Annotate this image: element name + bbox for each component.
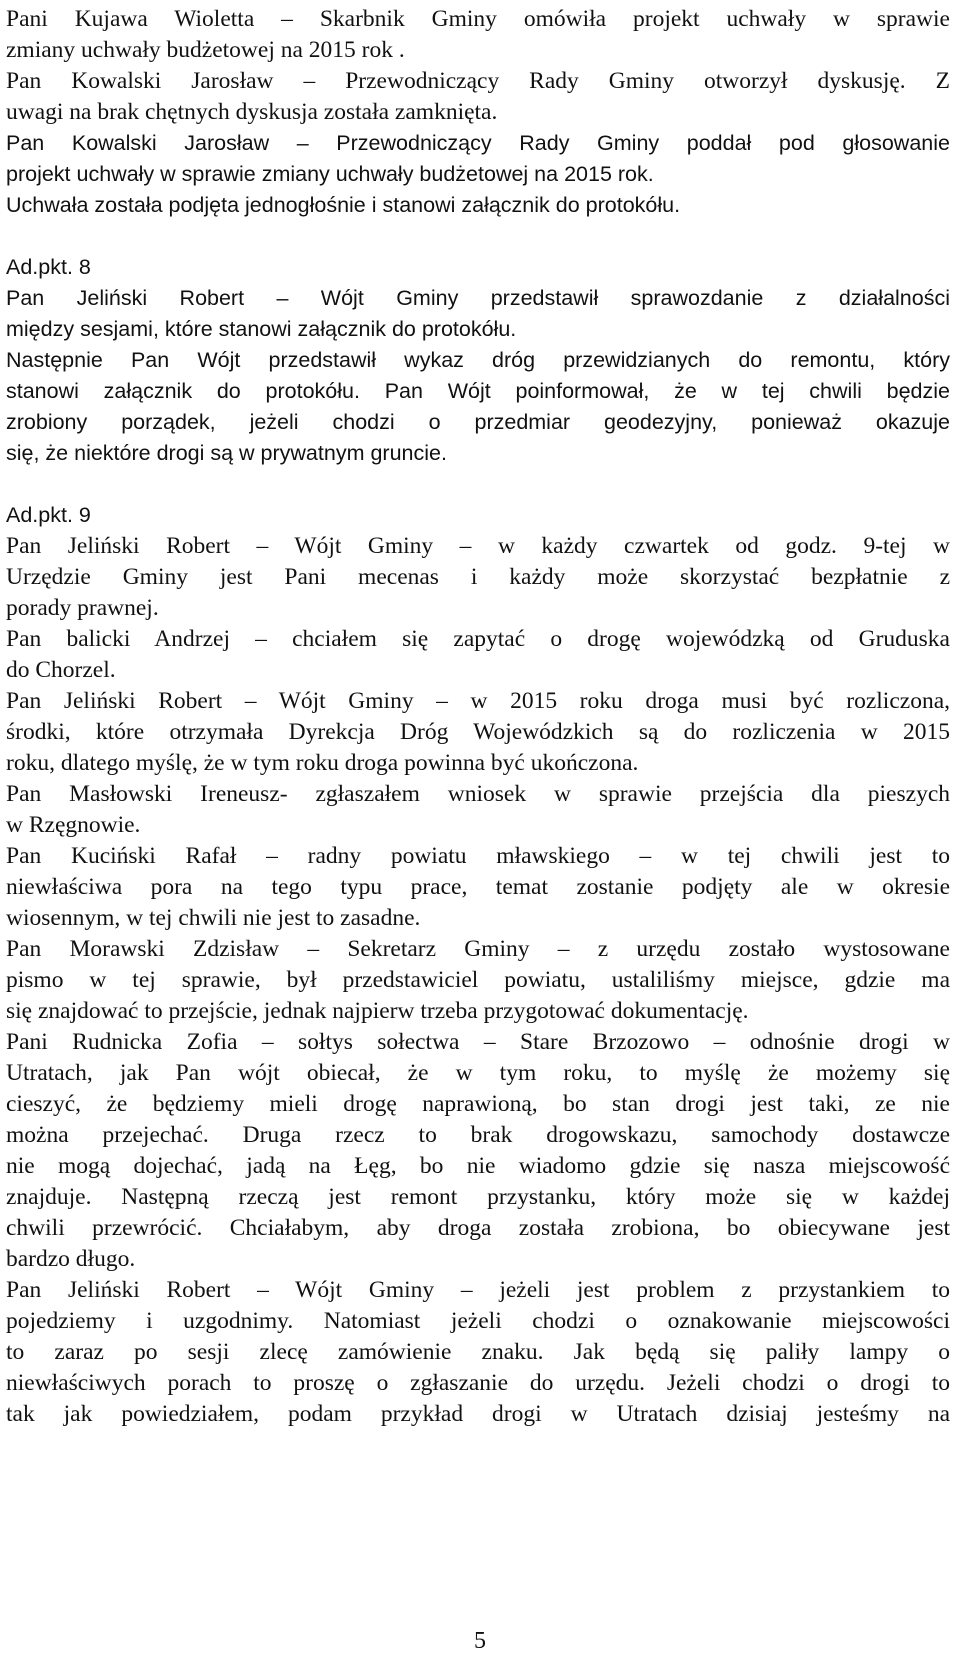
text-line: Ad.pkt. 8 bbox=[6, 255, 91, 279]
text-line: Pan balicki Andrzej – chciałem się zapytać o drogę wojewódzką od Gruduska bbox=[6, 626, 950, 652]
paragraph-gap bbox=[6, 469, 950, 500]
text-line: Pani Rudnicka Zofia – sołtys sołectwa – Stare Brzozowo – odnośnie drogi w bbox=[6, 1029, 950, 1055]
text-line: Pan Jeliński Robert – Wójt Gminy przedstawił sprawozdanie z działalności bbox=[6, 286, 950, 310]
text-line: niewłaściwych porach to proszę o zgłaszanie do urzędu. Jeżeli chodzi o drogi to bbox=[6, 1370, 950, 1396]
text-line: Pan Jeliński Robert – Wójt Gminy – jeżeli jest problem z przystankiem to bbox=[6, 1277, 950, 1303]
text-line: to zaraz po sesji zlecę zamówienie znaku. Jak będą się paliły lampy o bbox=[6, 1339, 950, 1365]
text-line: pismo w tej sprawie, był przedstawiciel powiatu, ustaliliśmy miejsce, gdzie ma bbox=[6, 967, 950, 993]
text-line: do Chorzel. bbox=[6, 657, 116, 683]
text-line: niewłaściwa pora na tego typu prace, temat zostanie podjęty ale w okresie bbox=[6, 874, 950, 900]
text-line: się, że niektóre drogi są w prywatnym gruncie. bbox=[6, 441, 447, 465]
text-line: Pani Kujawa Wioletta – Skarbnik Gminy omówiła projekt uchwały w sprawie bbox=[6, 6, 950, 32]
text-line: Ad.pkt. 9 bbox=[6, 503, 91, 527]
text-line: Pan Jeliński Robert – Wójt Gminy – w każdy czwartek od godz. 9-tej w bbox=[6, 533, 950, 559]
text-line: bardzo długo. bbox=[6, 1246, 136, 1272]
text-line: w Rzęgnowie. bbox=[6, 812, 141, 838]
text-line: stanowi załącznik do protokółu. Pan Wójt poinformował, że w tej chwili będzie bbox=[6, 379, 950, 403]
text-line: można przejechać. Druga rzecz to brak drogowskazu, samochody dostawcze bbox=[6, 1122, 950, 1148]
page-number: 5 bbox=[474, 1628, 486, 1654]
text-line: Pan Kuciński Rafał – radny powiatu mławskiego – w tej chwili jest to bbox=[6, 843, 950, 869]
text-line: tak jak powiedziałem, podam przykład drogi w Utratach dzisiaj jesteśmy na bbox=[6, 1401, 950, 1427]
text-line: Pan Morawski Zdzisław – Sekretarz Gminy – z urzędu zostało wystosowane bbox=[6, 936, 950, 962]
text-line: Pan Jeliński Robert – Wójt Gminy – w 2015 roku droga musi być rozliczona, bbox=[6, 688, 950, 714]
text-line: Pan Kowalski Jarosław – Przewodniczący Rady Gminy poddał pod głosowanie bbox=[6, 131, 950, 155]
paragraph-gap bbox=[6, 221, 950, 252]
document-body bbox=[6, 4, 950, 1430]
text-line: między sesjami, które stanowi załącznik do protokółu. bbox=[6, 317, 517, 341]
text-line: Następnie Pan Wójt przedstawił wykaz dróg przewidzianych do remontu, który bbox=[6, 348, 950, 372]
text-line: roku, dlatego myślę, że w tym roku droga powinna być ukończona. bbox=[6, 750, 639, 776]
text-line: znajduje. Następną rzeczą jest remont przystanku, który może się w każdej bbox=[6, 1184, 950, 1210]
text-line: wiosennym, w tej chwili nie jest to zasadne. bbox=[6, 905, 421, 931]
text-line: chwili przewrócić. Chciałabym, aby droga została zrobiona, bo obiecywane jest bbox=[6, 1215, 950, 1241]
text-line: Pan Masłowski Ireneusz- zgłaszałem wniosek w sprawie przejścia dla pieszych bbox=[6, 781, 950, 807]
text-line: się znajdować to przejście, jednak najpierw trzeba przygotować dokumentację. bbox=[6, 998, 749, 1024]
text-line: pojedziemy i uzgodnimy. Natomiast jeżeli chodzi o oznakowanie miejscowości bbox=[6, 1308, 950, 1334]
text-line: zrobiony porządek, jeżeli chodzi o przedmiar geodezyjny, ponieważ okazuje bbox=[6, 410, 950, 434]
text-line: środki, które otrzymała Dyrekcja Dróg Wojewódzkich są do rozliczenia w 2015 bbox=[6, 719, 950, 745]
text-line: cieszyć, że będziemy mieli drogę naprawioną, bo stan drogi jest taki, ze nie bbox=[6, 1091, 950, 1117]
text-line: Uchwała została podjęta jednogłośnie i stanowi załącznik do protokółu. bbox=[6, 193, 681, 217]
text-line: nie mogą dojechać, jadą na Łęg, bo nie wiadomo gdzie się nasza miejscowość bbox=[6, 1153, 950, 1179]
text-line: Urzędzie Gminy jest Pani mecenas i każdy może skorzystać bezpłatnie z bbox=[6, 564, 950, 590]
text-line: Utratach, jak Pan wójt obiecał, że w tym roku, to myślę że możemy się bbox=[6, 1060, 950, 1086]
text-line: Pan Kowalski Jarosław – Przewodniczący Rady Gminy otworzył dyskusję. Z bbox=[6, 68, 950, 94]
text-line: uwagi na brak chętnych dyskusja została zamknięta. bbox=[6, 99, 498, 125]
text-line: porady prawnej. bbox=[6, 595, 159, 621]
text-line: zmiany uchwały budżetowej na 2015 rok . bbox=[6, 37, 405, 63]
text-line: projekt uchwały w sprawie zmiany uchwały budżetowej na 2015 rok. bbox=[6, 162, 654, 186]
